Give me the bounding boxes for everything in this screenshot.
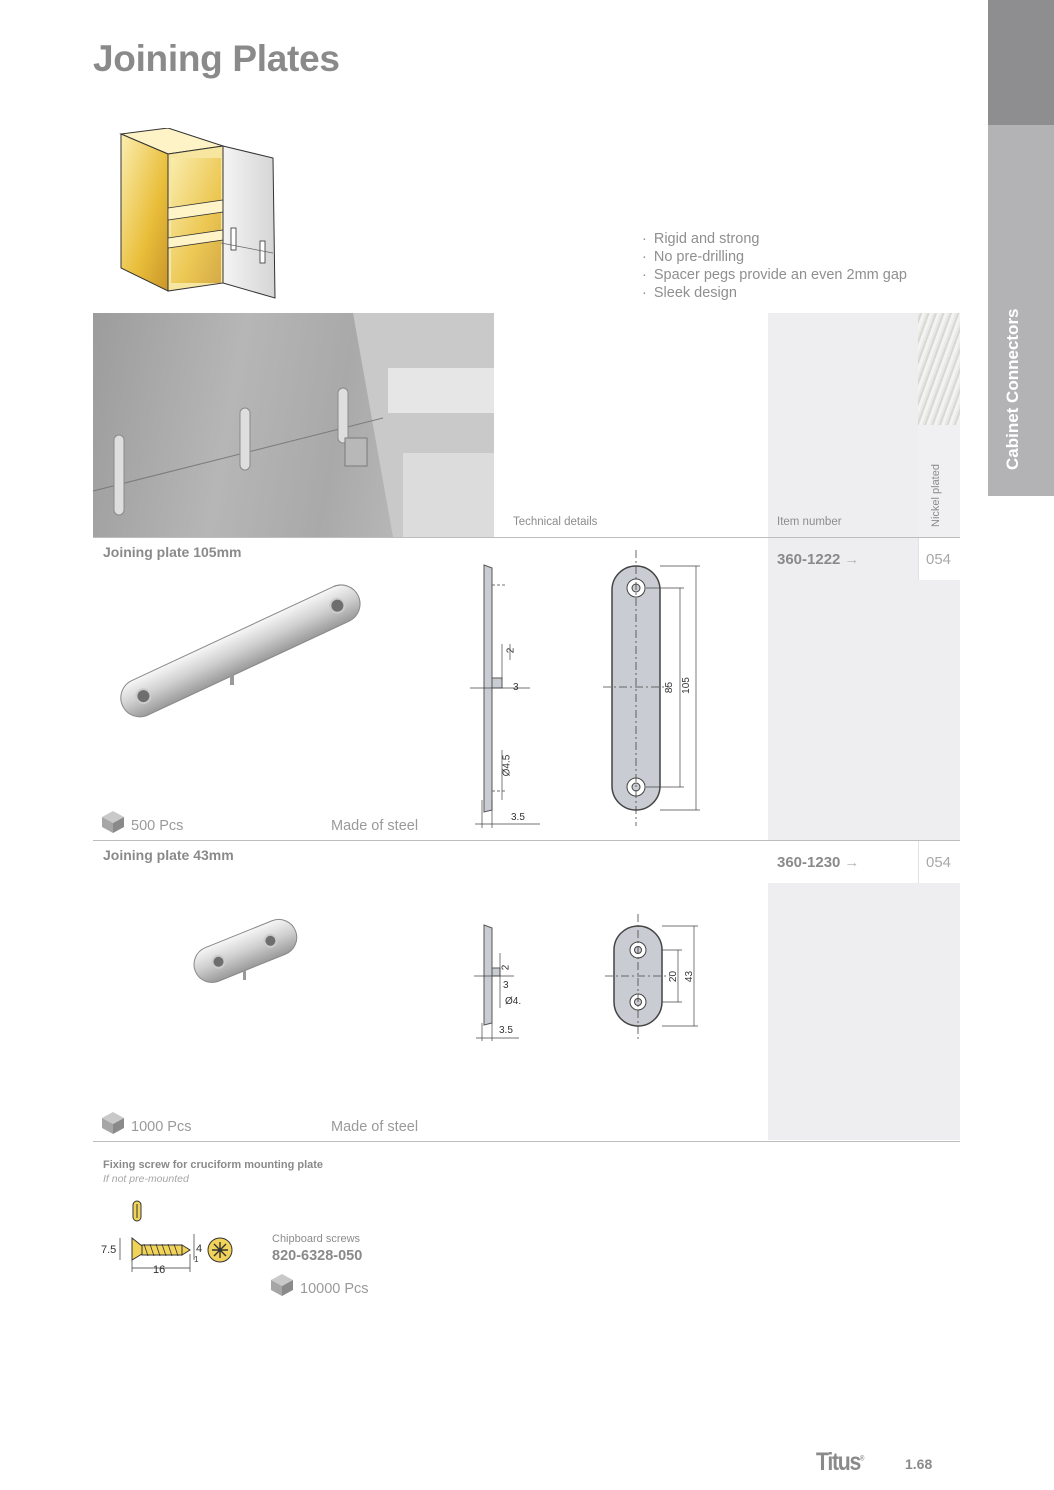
side-tab-dark (988, 0, 1054, 125)
dim-thickness: 3.5 (511, 812, 525, 823)
dim-offset: 3 (513, 682, 519, 693)
cell-divider (918, 841, 919, 883)
divider (93, 840, 960, 841)
pack-quantity: 1000 Pcs (131, 1119, 192, 1135)
dim-length: 105 (680, 677, 692, 694)
item-number-link[interactable]: 360-1222 → (777, 551, 860, 568)
box-icon (101, 1111, 125, 1135)
screw-item-number[interactable]: 820-6328-050 (272, 1248, 363, 1264)
box-icon (101, 810, 125, 834)
screw-label: Chipboard screws (272, 1233, 361, 1245)
dim-gap: 2 (500, 964, 512, 971)
page-title: Joining Plates (93, 38, 340, 79)
pack-quantity: 10000 Pcs (300, 1281, 369, 1297)
material: Made of steel (331, 818, 419, 834)
dim-length: 16 (153, 1264, 166, 1276)
material: Made of steel (331, 1119, 419, 1135)
finish-cell (918, 580, 960, 840)
page-number: 1.68 (905, 1456, 933, 1472)
dim-tip: 1 (194, 1255, 199, 1264)
finish-header: Nickel plated (930, 464, 942, 527)
feature-list (642, 230, 907, 302)
item-number-header: Item number (777, 516, 842, 528)
dim-thickness: 3.5 (499, 1025, 513, 1036)
product-name: Joining plate 105mm (103, 544, 242, 560)
dim-hole: Ø4.5 (501, 754, 513, 777)
arrow-right-icon: → (844, 551, 860, 568)
dim-hole-spacing: 20 (668, 970, 680, 983)
dim-offset: 3 (503, 980, 509, 991)
arrow-right-icon: → (844, 854, 860, 871)
pack-quantity: 500 Pcs (131, 818, 184, 834)
finish-code: 054 (926, 551, 952, 568)
dim-length: 43 (684, 970, 696, 983)
application-photo (93, 313, 494, 537)
fixing-section-subtitle: If not pre-mounted (103, 1173, 189, 1185)
dim-head: 7.5 (101, 1244, 117, 1256)
item-number-column-header (768, 313, 918, 537)
product-name: Joining plate 43mm (103, 847, 234, 863)
feature-item: · No pre-drilling (642, 248, 907, 266)
brand-logo: Titus® (816, 1448, 865, 1476)
item-number-cell (768, 538, 918, 840)
dim-hole-spacing: 85 (664, 681, 676, 694)
section-tab-label: Cabinet Connectors (1003, 308, 1022, 470)
dim-hole: Ø4. (505, 996, 522, 1007)
item-number-cell (768, 883, 960, 1140)
feature-item: · Rigid and strong (642, 230, 907, 248)
side-view-drawing (470, 560, 550, 830)
technical-details-header: Technical details (513, 516, 598, 528)
fixing-section-title: Fixing screw for cruciform mounting plate (103, 1159, 324, 1171)
dim-gap: 2 (505, 647, 517, 654)
feature-item: · Sleek design (642, 284, 907, 302)
cell-divider (918, 538, 919, 580)
box-icon (270, 1273, 294, 1297)
nickel-finish-swatch (918, 313, 960, 425)
divider (93, 1141, 960, 1142)
joining-plate-105-image (115, 580, 365, 720)
finish-code: 054 (926, 854, 952, 871)
item-number-link[interactable]: 360-1230 → (777, 854, 860, 871)
pozidriv-bit-icon (131, 1200, 143, 1222)
screw-drawing (98, 1232, 238, 1277)
registered-mark: ® (860, 1455, 865, 1463)
dim-diameter: 4 (196, 1243, 203, 1255)
joining-plate-43-image (188, 915, 303, 985)
cabinet-illustration (113, 128, 283, 303)
feature-item: · Spacer pegs provide an even 2mm gap (642, 266, 907, 284)
